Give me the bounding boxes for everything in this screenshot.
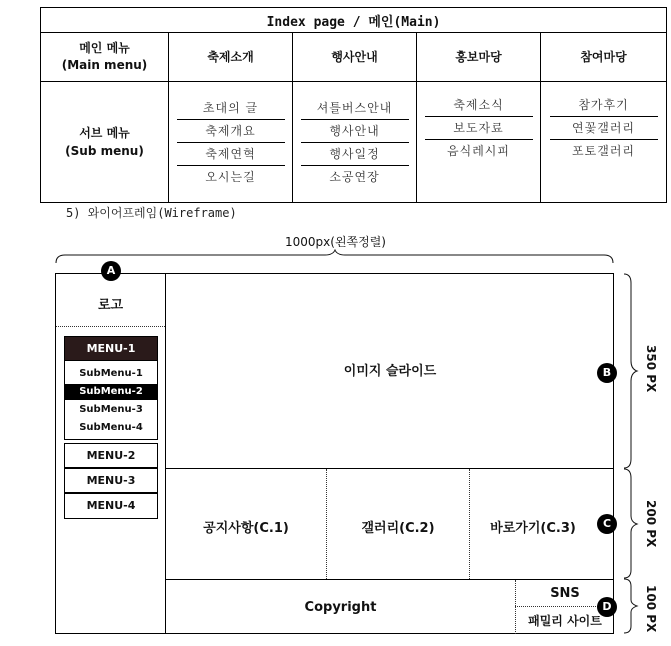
sub-menu-item: 축제개요	[177, 120, 285, 143]
notice-label: 공지사항(C.1)	[203, 521, 289, 536]
main-menu-label-en: (Main menu)	[61, 58, 148, 72]
sub-menu-label-ko: 서브 메뉴	[79, 126, 130, 140]
main-menu-festival-intro: 축제소개	[169, 33, 293, 82]
sub-menu-row-label	[41, 82, 169, 203]
menu-1[interactable]: MENU-1	[64, 336, 158, 361]
menu-3[interactable]: MENU-3	[64, 468, 158, 493]
width-brace	[55, 249, 615, 265]
content-bottom-line	[165, 579, 614, 580]
submenu-2[interactable]: SubMenu-2	[64, 384, 158, 400]
height-label-c: 200 PX	[644, 500, 658, 548]
sub-menu-cell-4	[541, 82, 667, 203]
sub-menu-item: 포토갤러리	[572, 144, 636, 158]
sub-menu-item: 축제연혁	[177, 143, 285, 166]
sub-menu-cell-1	[169, 82, 293, 203]
submenu-1[interactable]: SubMenu-1	[79, 368, 143, 379]
sub-menu-item: 음식레시피	[447, 144, 510, 158]
main-menu-promotion: 홍보마당	[417, 33, 541, 82]
width-label: 1000px(왼쪽정렬)	[285, 235, 386, 249]
sub-menu-item: 행사안내	[301, 120, 409, 143]
height-label-d: 100 PX	[644, 585, 658, 633]
submenu-3[interactable]: SubMenu-3	[79, 404, 143, 415]
sub-menu-item: 보도자료	[425, 117, 533, 140]
sub-menu-item: 셔틀버스안내	[301, 97, 409, 120]
height-label-b: 350 PX	[644, 345, 658, 393]
main-menu-row-label	[41, 33, 169, 82]
logo-placeholder: 로고	[97, 298, 124, 313]
main-menu-label-ko: 메인 메뉴	[79, 41, 130, 55]
sub-menu-cell-2	[293, 82, 417, 203]
logo-divider	[56, 326, 165, 327]
badge-c: C	[597, 514, 617, 534]
submenu-4[interactable]: SubMenu-4	[79, 422, 143, 433]
sub-menu-item: 참가후기	[550, 94, 658, 117]
slide-bottom-line	[165, 468, 614, 469]
badge-b: B	[597, 363, 617, 383]
section-caption: 5) 와이어프레임(Wireframe)	[66, 206, 237, 220]
image-slide-label: 이미지 슬라이드	[343, 364, 437, 379]
sub-menu-item: 초대의 글	[177, 97, 285, 120]
shortcut-label: 바로가기(C.3)	[490, 521, 576, 536]
menu-2[interactable]: MENU-2	[64, 443, 158, 468]
main-menu-event-info: 행사안내	[293, 33, 417, 82]
main-menu-participation: 참여마당	[541, 33, 667, 82]
sub-menu-item: 행사일정	[301, 143, 409, 166]
sub-menu-item: 연꽃갤러리	[550, 117, 658, 140]
sub-menu-item: 소공연장	[329, 169, 380, 184]
sub-menu-item: 축제소식	[425, 94, 533, 117]
menu-4[interactable]: MENU-4	[64, 493, 158, 519]
menu-structure-table	[40, 7, 667, 203]
table-title: Index page / 메인(Main)	[41, 8, 667, 33]
badge-d: D	[597, 597, 617, 617]
sub-menu-item: 오시는길	[205, 169, 256, 184]
sub-menu-label-en: (Sub menu)	[65, 144, 144, 158]
sub-menu-cell-3	[417, 82, 541, 203]
copyright-label: Copyright	[304, 600, 377, 615]
gallery-label: 갤러리(C.2)	[361, 521, 435, 536]
badge-a: A	[101, 261, 121, 281]
sns-label: SNS	[550, 586, 580, 601]
family-site-label: 패밀리 사이트	[528, 614, 602, 628]
height-braces	[623, 273, 641, 635]
